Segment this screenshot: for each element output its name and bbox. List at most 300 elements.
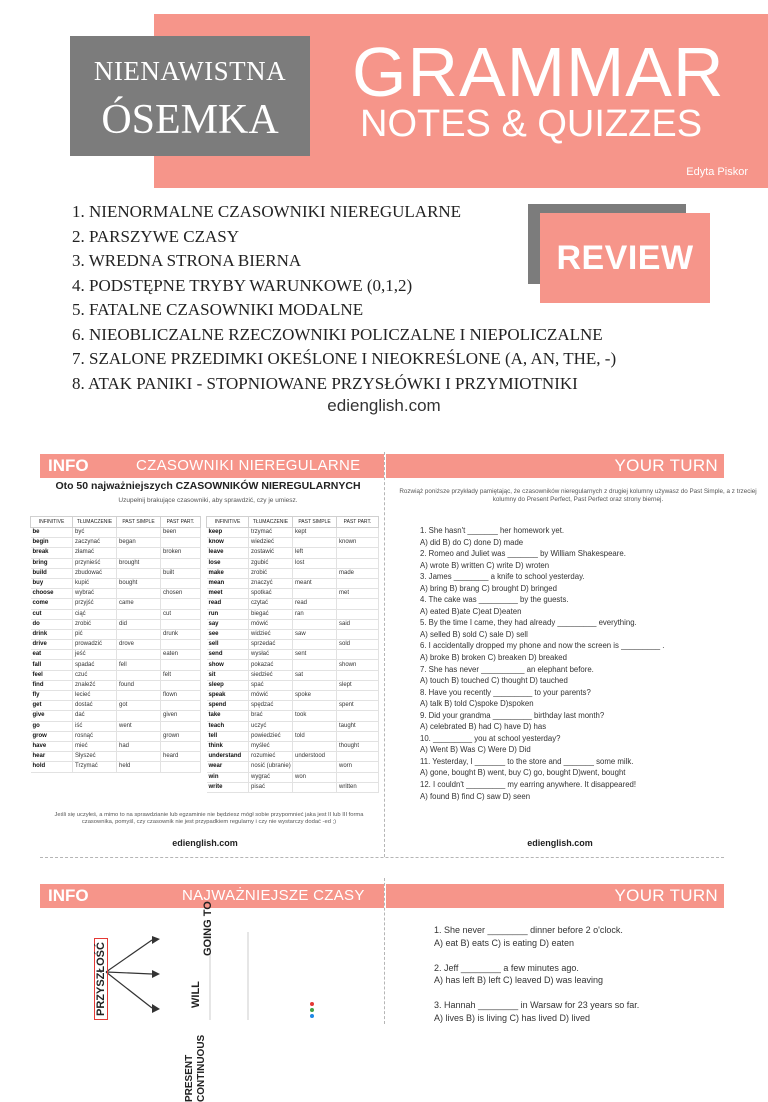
table-cell — [293, 538, 337, 548]
title-badge — [70, 36, 310, 156]
table-cell — [337, 548, 379, 558]
table-row — [207, 711, 379, 721]
table-cell: know — [207, 538, 249, 548]
table-row — [207, 721, 379, 731]
table-row — [207, 578, 379, 588]
table-cell: understand — [207, 752, 249, 762]
table-row — [207, 762, 379, 772]
list-item: 2. Jeff ________ a few minutes ago. — [434, 962, 579, 973]
table-cell: slept — [337, 680, 379, 690]
table-cell: lecieć — [73, 691, 117, 701]
table-cell: broken — [161, 548, 201, 558]
page-subtitle: NOTES & QUIZZES — [360, 103, 703, 145]
table-row — [31, 762, 201, 772]
table-cell: prowadzić — [73, 640, 117, 650]
table-cell: Trzymać — [73, 762, 117, 772]
table-cell: mieć — [73, 741, 117, 751]
table-row — [207, 691, 379, 701]
verbs-table-left — [30, 516, 201, 773]
table-cell: zaczynać — [73, 538, 117, 548]
table-cell: given — [161, 711, 201, 721]
table-row — [31, 578, 201, 588]
table-cell: czytać — [249, 599, 293, 609]
table-cell — [337, 670, 379, 680]
table-row — [31, 711, 201, 721]
table-cell: go — [31, 721, 73, 731]
table-cell: wear — [207, 762, 249, 772]
verbs-footnote: Jeśli się uczyłeś, a mimo to na sprawdzianie lub egzaminie nie będziesz mógł sobie przypomnieć jaka jest II lub III forma czasownika, pomyśl, czy czasownik nie jest przypadkiem regularny i czy nie wystarczy dodać -ed ;) — [54, 812, 364, 825]
table-cell: choose — [31, 589, 73, 599]
table-cell: zbudować — [73, 568, 117, 578]
table-row — [31, 609, 201, 619]
table-cell — [337, 772, 379, 782]
table-cell: grown — [161, 731, 201, 741]
table-cell: brać — [249, 711, 293, 721]
table-cell: lost — [293, 558, 337, 568]
table-row — [31, 670, 201, 680]
table-cell: told — [293, 731, 337, 741]
list-item: A) gone, bought B) went, buy C) go, bought D)went, bought — [420, 768, 626, 778]
table-row — [207, 528, 379, 538]
author-name: Edyta Piskor — [686, 166, 748, 178]
table-cell: wybrać — [73, 589, 117, 599]
table-cell: Słyszeć — [73, 752, 117, 762]
toc-item[interactable]: 4. PODSTĘPNE TRYBY WARUNKOWE (0,1,2) — [72, 275, 413, 295]
list-item: 12. I couldn't _________ my earring anywhere. It disappeared! — [420, 780, 637, 790]
table-cell: give — [31, 711, 73, 721]
quiz-list — [420, 525, 760, 802]
list-item: A) wrote B) written C) write D) wroten — [420, 560, 550, 570]
table-cell: met — [337, 589, 379, 599]
table-cell — [337, 691, 379, 701]
toc-item[interactable]: 5. FATALNE CZASOWNIKI MODALNE — [72, 300, 364, 319]
list-item: 4. The cake was _________ by the guests. — [420, 595, 569, 605]
panel-title: YOUR TURN — [614, 456, 718, 475]
table-cell: przynieść — [73, 558, 117, 568]
info-label: INFO — [48, 456, 89, 475]
table-cell: break — [31, 548, 73, 558]
table-cell: thought — [337, 741, 379, 751]
table-cell: heard — [161, 752, 201, 762]
table-cell: drunk — [161, 629, 201, 639]
table-row — [207, 619, 379, 629]
table-cell: came — [117, 599, 161, 609]
diagram-future-label: PRZYSZŁOŚĆ — [94, 938, 108, 1020]
table-cell: understood — [293, 752, 337, 762]
table-cell: tell — [207, 731, 249, 741]
table-cell: fell — [117, 660, 161, 670]
diagram-going-to-label: GOING TO — [202, 901, 214, 956]
toc-item[interactable]: 6. NIEOBLICZALNE RZECZOWNIKI POLICZALNE I NIEPOLICZALNE — [72, 324, 603, 344]
table-cell: uczyć — [249, 721, 293, 731]
table-cell — [337, 731, 379, 741]
info-label: INFO — [48, 886, 89, 905]
table-cell: ran — [293, 609, 337, 619]
table-row — [31, 629, 201, 639]
table-row — [31, 680, 201, 690]
table-cell: sprzedać — [249, 640, 293, 650]
table-row — [31, 619, 201, 629]
column-header: TŁUMACZENIE — [249, 517, 293, 528]
table-cell: eat — [31, 650, 73, 660]
table-row — [207, 741, 379, 751]
table-row — [207, 548, 379, 558]
table-cell — [161, 640, 201, 650]
table-cell: drove — [117, 640, 161, 650]
list-item: A) celebrated B) had C) have D) has — [420, 722, 547, 732]
table-cell: drive — [31, 640, 73, 650]
list-item: A) touch B) touched C) thought D) tauched — [420, 676, 568, 686]
list-item: 1. She hasn't _______ her homework yet. — [420, 526, 565, 535]
list-item: 7. She has never __________ an elephant before. — [420, 664, 594, 674]
list-item: 6. I accidentally dropped my phone and now the screen is _________ . — [420, 641, 665, 651]
table-cell: wysłać — [249, 650, 293, 660]
table-cell — [293, 762, 337, 772]
table-cell — [337, 650, 379, 660]
table-cell — [117, 711, 161, 721]
table-cell: have — [31, 741, 73, 751]
table-cell: sleep — [207, 680, 249, 690]
list-item: A) eated B)ate C)eat D)eaten — [420, 606, 522, 616]
table-cell — [337, 752, 379, 762]
table-cell: kept — [293, 528, 337, 538]
table-cell: buy — [31, 578, 73, 588]
table-cell — [337, 711, 379, 721]
list-item: 9. Did your grandma _________ birthday last month? — [420, 710, 605, 720]
table-cell: zgubić — [249, 558, 293, 568]
table-cell: say — [207, 619, 249, 629]
table-cell: be — [31, 528, 73, 538]
table-cell: said — [337, 619, 379, 629]
table-cell — [293, 741, 337, 751]
table-row — [31, 650, 201, 660]
table-cell — [117, 629, 161, 639]
table-row — [31, 589, 201, 599]
list-item: A) bring B) brang C) brought D) bringed — [420, 583, 557, 593]
table-cell: fly — [31, 691, 73, 701]
panel-title: YOUR TURN — [614, 886, 718, 905]
list-item: A) lives B) is living C) has lived D) lived — [434, 1012, 591, 1023]
tenses-diagram — [60, 901, 360, 1102]
list-item: A) eat B) eats C) is eating D) eaten — [434, 937, 575, 948]
toc-item[interactable]: 8. ATAK PANIKI - STOPNIOWANE PRZYSŁÓWKI I PRZYMIOTNIKI — [72, 373, 578, 393]
table-row — [31, 568, 201, 578]
table-row — [207, 589, 379, 599]
table-row — [31, 731, 201, 741]
badge-line-1: NIENAWISTNA — [93, 56, 287, 86]
table-cell: take — [207, 711, 249, 721]
table-cell: rozumieć — [249, 752, 293, 762]
list-item: 2. Romeo and Juliet was _______ by William Shakespeare. — [420, 549, 626, 559]
table-row — [31, 691, 201, 701]
table-cell: shown — [337, 660, 379, 670]
table-cell — [337, 528, 379, 538]
table-cell: drink — [31, 629, 73, 639]
table-cell: eaten — [161, 650, 201, 660]
table-cell — [337, 578, 379, 588]
list-item — [434, 949, 754, 962]
site-link[interactable]: edienglish.com — [327, 396, 441, 415]
panel-header-info — [40, 454, 384, 478]
table-row — [207, 650, 379, 660]
table-cell — [293, 589, 337, 599]
table-row — [31, 548, 201, 558]
table-cell: send — [207, 650, 249, 660]
list-item: A) has left B) left C) leaved D) was leaving — [434, 975, 604, 985]
table-cell — [161, 680, 201, 690]
list-item: A) talk B) told C)spoke D)spoken — [420, 699, 534, 709]
table-cell: grow — [31, 731, 73, 741]
table-cell — [337, 629, 379, 639]
table-row — [207, 670, 379, 680]
list-item: 1. She never ________ dinner before 2 o'clock. — [434, 925, 623, 935]
table-cell: sat — [293, 670, 337, 680]
table-cell: write — [207, 782, 249, 792]
list-item: A) found B) find C) saw D) seen — [420, 791, 531, 801]
table-row — [207, 782, 379, 792]
table-cell — [117, 548, 161, 558]
table-row — [31, 701, 201, 711]
table-cell — [293, 701, 337, 711]
column-header: PAST PART. — [337, 517, 379, 528]
table-cell: znaczyć — [249, 578, 293, 588]
table-cell: mean — [207, 578, 249, 588]
site-link[interactable]: edienglish.com — [527, 838, 593, 848]
table-cell — [161, 558, 201, 568]
table-row — [31, 752, 201, 762]
table-cell: hear — [31, 752, 73, 762]
table-cell: siedzieć — [249, 670, 293, 680]
table-cell — [117, 650, 161, 660]
table-cell: sold — [337, 640, 379, 650]
table-cell: mówić — [249, 619, 293, 629]
table-cell: spent — [337, 701, 379, 711]
table-cell: hold — [31, 762, 73, 772]
table-row — [207, 568, 379, 578]
table-cell: leave — [207, 548, 249, 558]
table-cell: find — [31, 680, 73, 690]
column-header: PAST SIMPLE — [117, 517, 161, 528]
table-cell: dostać — [73, 701, 117, 711]
table-cell: made — [337, 568, 379, 578]
table-cell: wiedzieć — [249, 538, 293, 548]
table-cell — [337, 599, 379, 609]
table-cell: left — [293, 548, 337, 558]
table-cell: złamać — [73, 548, 117, 558]
page-title: GRAMMAR — [352, 33, 725, 111]
table-cell: nosić (ubranie) — [249, 762, 293, 772]
table-cell: come — [31, 599, 73, 609]
table-cell: iść — [73, 721, 117, 731]
table-row — [207, 701, 379, 711]
table-row — [207, 599, 379, 609]
table-cell: ciąć — [73, 609, 117, 619]
table-cell: mówić — [249, 691, 293, 701]
table-cell: dać — [73, 711, 117, 721]
review-badge: REVIEW — [540, 213, 710, 303]
column-header: INFINITIVE — [31, 517, 73, 528]
table-cell — [117, 752, 161, 762]
table-cell: taught — [337, 721, 379, 731]
verbs-table-right — [206, 516, 379, 793]
toc-item[interactable]: 1. NIENORMALNE CZASOWNIKI NIEREGULARNE — [72, 202, 462, 221]
list-item: 3. Hannah ________ in Warsaw for 23 years so far. — [434, 1000, 640, 1010]
table-cell: biegać — [249, 609, 293, 619]
table-cell: felt — [161, 670, 201, 680]
table-cell: powiedzieć — [249, 731, 293, 741]
table-cell — [293, 568, 337, 578]
table-row — [207, 772, 379, 782]
table-cell: kupić — [73, 578, 117, 588]
table-cell: begin — [31, 538, 73, 548]
table-cell: flown — [161, 691, 201, 701]
table-cell: widzieć — [249, 629, 293, 639]
table-cell: meet — [207, 589, 249, 599]
list-item: 5. By the time I came, they had already _________ everything. — [420, 618, 637, 628]
table-cell: won — [293, 772, 337, 782]
table-cell — [161, 619, 201, 629]
site-link[interactable]: edienglish.com — [172, 838, 238, 848]
table-cell: zostawić — [249, 548, 293, 558]
table-cell: been — [161, 528, 201, 538]
verbs-heading: Oto 50 najważniejszych CZASOWNIKÓW NIEREGULARNYCH — [55, 480, 361, 492]
table-cell: found — [117, 680, 161, 690]
table-cell — [117, 731, 161, 741]
table-cell — [161, 660, 201, 670]
table-cell: myśleć — [249, 741, 293, 751]
list-item: A) selled B) sold C) sale D) sell — [420, 629, 528, 639]
panel-header-quiz — [386, 454, 724, 478]
table-row — [207, 629, 379, 639]
diagram-present-continuous-label: PRESENT CONTINUOUS — [184, 1034, 207, 1102]
table-cell: make — [207, 568, 249, 578]
table-cell — [293, 619, 337, 629]
table-cell — [161, 762, 201, 772]
table-cell: bought — [117, 578, 161, 588]
table-cell: think — [207, 741, 249, 751]
table-cell: chosen — [161, 589, 201, 599]
table-cell: did — [117, 619, 161, 629]
table-row — [207, 538, 379, 548]
list-item: A) did B) do C) done D) made — [420, 537, 524, 547]
table-cell — [337, 609, 379, 619]
table-cell: saw — [293, 629, 337, 639]
table-row — [31, 528, 201, 538]
table-cell: być — [73, 528, 117, 538]
table-cell: spędzać — [249, 701, 293, 711]
column-header: INFINITIVE — [207, 517, 249, 528]
table-cell — [117, 609, 161, 619]
quiz-list — [434, 924, 754, 1024]
badge-line-2: ÓSEMKA — [101, 97, 279, 143]
table-cell: win — [207, 772, 249, 782]
table-cell: cut — [161, 609, 201, 619]
table-cell: jeść — [73, 650, 117, 660]
table-cell: pić — [73, 629, 117, 639]
table-row — [31, 599, 201, 609]
column-header: PAST PART. — [161, 517, 201, 528]
table-cell: read — [207, 599, 249, 609]
table-cell: held — [117, 762, 161, 772]
table-cell: spend — [207, 701, 249, 711]
table-row — [207, 731, 379, 741]
table-cell: read — [293, 599, 337, 609]
table-cell: znaleźć — [73, 680, 117, 690]
table-cell — [117, 528, 161, 538]
toc-item[interactable]: 3. WREDNA STRONA BIERNA — [72, 251, 302, 270]
table-cell: lose — [207, 558, 249, 568]
toc-item[interactable]: 7. SZALONE PRZEDIMKI OKEŚLONE I NIEOKREŚLONE (A, AN, THE, -) — [72, 349, 617, 368]
table-cell: get — [31, 701, 73, 711]
table-cell — [117, 691, 161, 701]
diagram-will-label: WILL — [190, 981, 202, 1008]
table-cell: brought — [117, 558, 161, 568]
table-cell — [161, 741, 201, 751]
table-cell: przyjść — [73, 599, 117, 609]
table-cell: spotkać — [249, 589, 293, 599]
table-cell: bring — [31, 558, 73, 568]
table-cell: wygrać — [249, 772, 293, 782]
table-cell — [161, 701, 201, 711]
table-cell: worn — [337, 762, 379, 772]
table-cell: czuć — [73, 670, 117, 680]
table-cell: written — [337, 782, 379, 792]
list-item: A) Went B) Was C) Were D) Did — [420, 745, 531, 755]
divider — [384, 452, 385, 857]
table-cell: rosnąć — [73, 731, 117, 741]
table-cell: sit — [207, 670, 249, 680]
panel-header-quiz — [386, 884, 724, 908]
table-cell — [337, 558, 379, 568]
table-cell: took — [293, 711, 337, 721]
table-cell: teach — [207, 721, 249, 731]
table-cell — [293, 782, 337, 792]
table-row — [207, 660, 379, 670]
table-cell: went — [117, 721, 161, 731]
table-row — [207, 752, 379, 762]
list-item: A) broke B) broken C) breaken D) breaked — [420, 653, 567, 663]
table-cell: pisać — [249, 782, 293, 792]
table-cell: built — [161, 568, 201, 578]
table-cell: began — [117, 538, 161, 548]
table-cell — [293, 660, 337, 670]
table-cell: trzymać — [249, 528, 293, 538]
list-item: 3. James ________ a knife to school yesterday. — [420, 572, 585, 582]
table-cell: do — [31, 619, 73, 629]
table-row — [31, 741, 201, 751]
table-cell — [293, 640, 337, 650]
divider — [384, 878, 385, 1024]
table-cell: show — [207, 660, 249, 670]
table-cell: known — [337, 538, 379, 548]
table-cell — [117, 568, 161, 578]
divider — [40, 857, 724, 858]
toc-item[interactable]: 2. PARSZYWE CZASY — [72, 226, 240, 246]
table-cell: had — [117, 741, 161, 751]
list-item: 11. Yesterday, I _______ to the store and _______ some milk. — [420, 756, 634, 766]
table-cell: keep — [207, 528, 249, 538]
table-row — [207, 640, 379, 650]
table-cell: got — [117, 701, 161, 711]
table-row — [31, 721, 201, 731]
table-cell: sent — [293, 650, 337, 660]
table-cell — [293, 721, 337, 731]
list-item: 8. Have you recently _________ to your parents? — [420, 687, 591, 697]
table-cell — [161, 721, 201, 731]
table-cell — [161, 578, 201, 588]
column-header: PAST SIMPLE — [293, 517, 337, 528]
table-row — [207, 609, 379, 619]
